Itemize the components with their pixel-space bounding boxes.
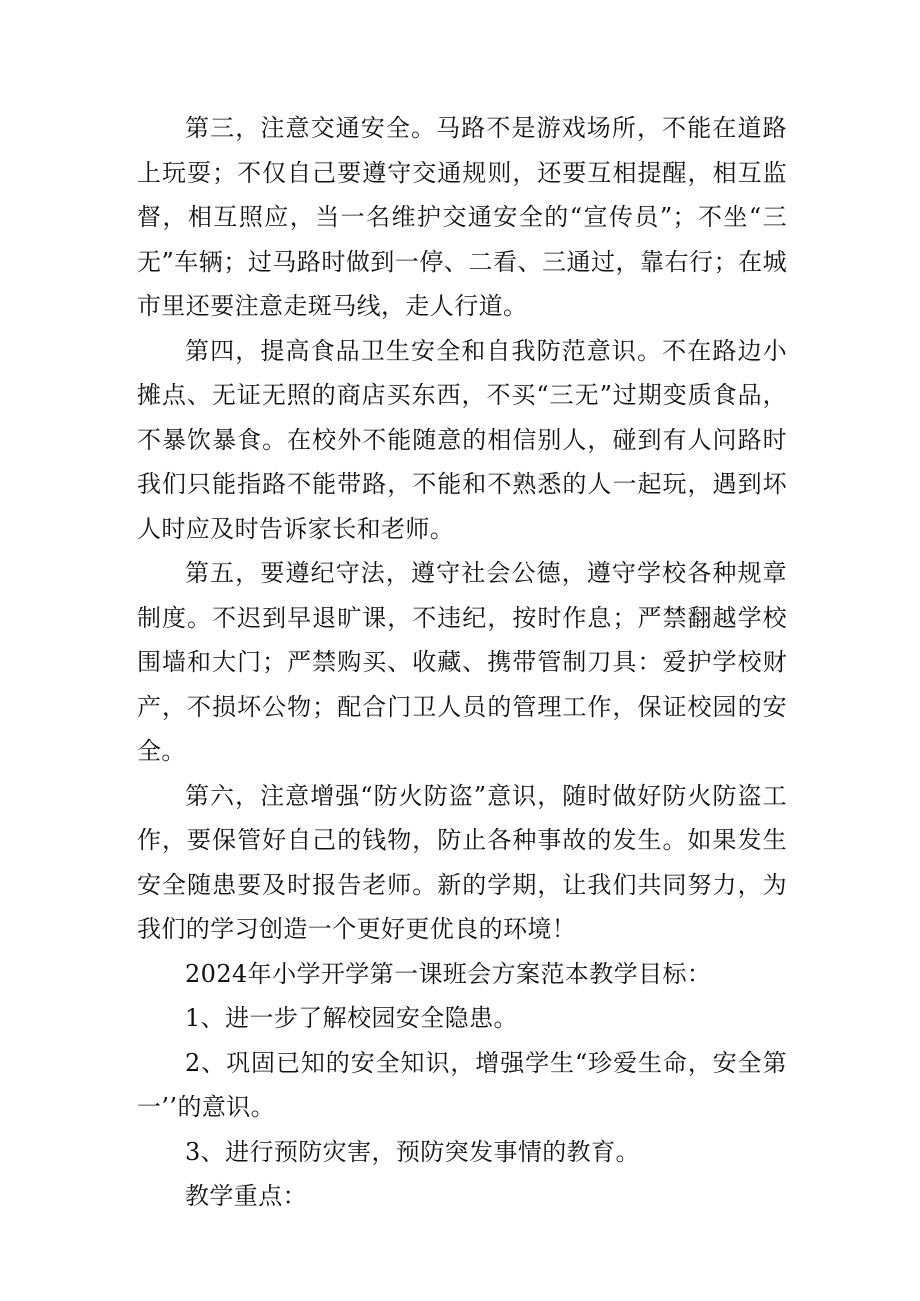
section-heading-goals: 2024年小学开学第一课班会方案范本教学目标： <box>185 959 712 988</box>
paragraph-fire-theft: 第六，注意增强“防火防盗”意识，随时做好防火防盗工作，要保管好自己的钱物，防止各种事故的发生。如果发生安全随患要及时报告老师。新的学期，让我们共同努力，为我们的学习创造一个更好更优良的环境！ <box>137 781 787 943</box>
section-heading-key-points: 教学重点： <box>185 1182 307 1210</box>
paragraph-discipline: 第五，要遵纪守法，遵守社会公德，遵守学校各种规章制度。不迟到早退旷课，不违纪，按时作息；严禁翻越学校围墙和大门；严禁购买、收藏、携带管制刀具：爱护学校财产，不损坏公物；配合门卫人员的管理工作，保证校园的安全。 <box>137 559 787 765</box>
goal-item-2: 2、巩固已知的安全知识，增强学生“珍爱生命，安全第一’’的意识。 <box>137 1048 787 1121</box>
paragraph-traffic-safety: 第三，注意交通安全。马路不是游戏场所，不能在道路上玩耍；不仅自己要遵守交通规则，还要互相提醒，相互监督，相互照应，当一名维护交通安全的“宣传员”；不坐“三无”车辆；过马路时做到一停、二看、三通过，靠右行；在城市里还要注意走斑马线，走人行道。 <box>137 114 787 320</box>
paragraph-food-safety: 第四，提高食品卫生安全和自我防范意识。不在路边小摊点、无证无照的商店买东西，不买“三无”过期变质食品，不暴饮暴食。在校外不能随意的相信别人，碰到有人问路时我们只能指路不能带路，不能和不熟悉的人一起玩，遇到坏人时应及时告诉家长和老师。 <box>137 336 787 543</box>
document-page <box>137 106 787 1219</box>
goal-item-3: 3、进行预防灾害，预防突发事情的教育。 <box>185 1137 640 1166</box>
goal-item-1: 1、进一步了解校园安全隐患。 <box>185 1004 518 1032</box>
